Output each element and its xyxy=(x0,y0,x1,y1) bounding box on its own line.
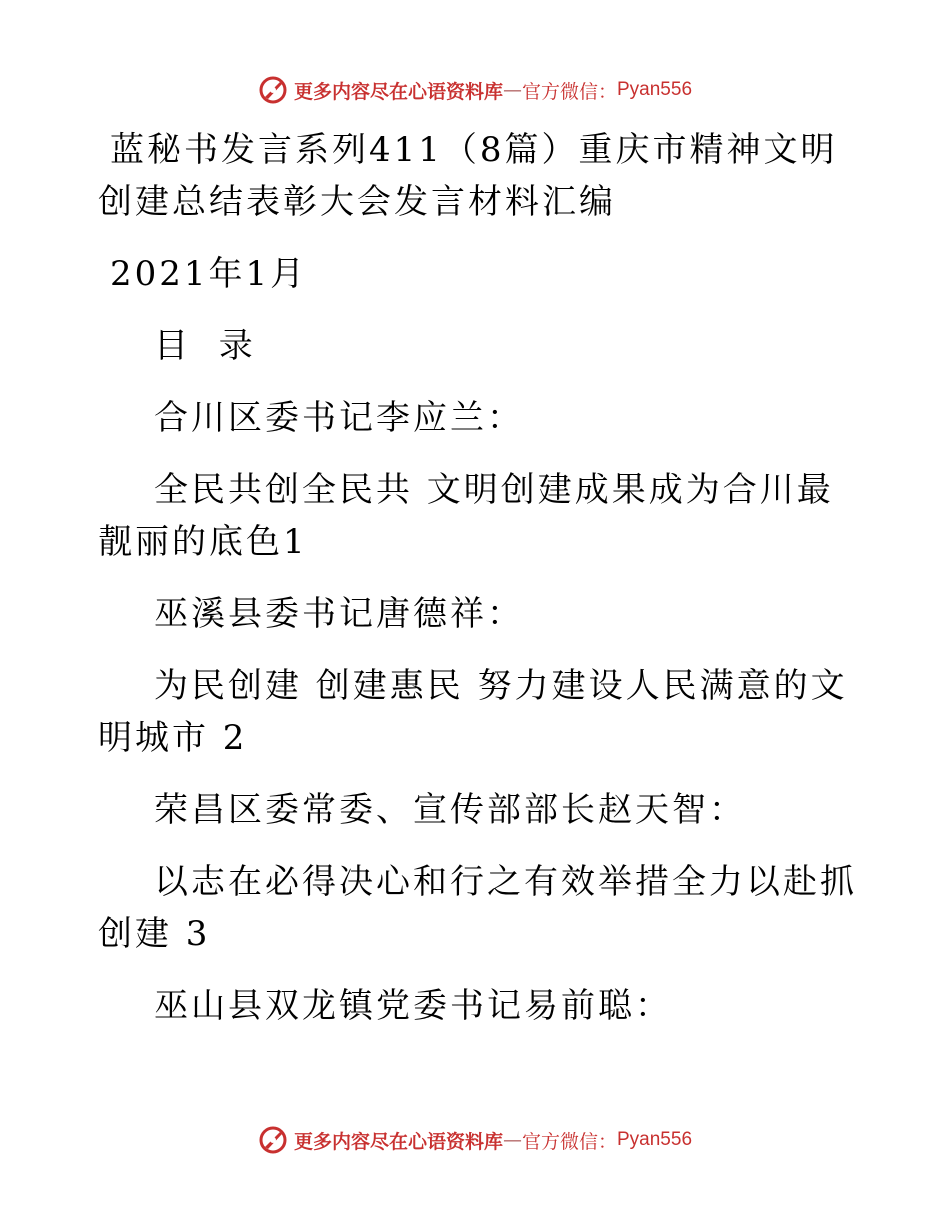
document-body xyxy=(98,124,858,1052)
toc-topic: 为民创建 创建惠民 努力建设人民满意的文明城市 2 xyxy=(98,666,848,758)
document-date: 2021年1月 xyxy=(110,254,308,294)
banner-wechat-id: Pyan556 xyxy=(617,79,693,100)
quill-logo-icon xyxy=(258,75,288,105)
toc-speaker: 荣昌区委常委、宣传部部长赵天智： xyxy=(154,790,746,830)
toc-speaker: 巫山县双龙镇党委书记易前聪： xyxy=(154,986,672,1026)
toc-topic: 以志在必得决心和行之有效举措全力以赴抓创建 3 xyxy=(98,862,857,954)
banner-main-text: 更多内容尽在心语资料库 xyxy=(293,1130,503,1153)
banner-dash: — xyxy=(502,79,522,101)
banner-wechat-id: Pyan556 xyxy=(617,1129,693,1150)
watermark-banner-top xyxy=(0,70,950,110)
document-title: 蓝秘书发言系列411（8篇）重庆市精神文明创建总结表彰大会发言材料汇编 xyxy=(98,130,838,222)
toc-heading: 目 录 xyxy=(154,326,256,366)
banner-dash: — xyxy=(502,1129,522,1151)
banner-wechat-label: 官方微信： xyxy=(521,1130,617,1153)
banner-main-text: 更多内容尽在心语资料库 xyxy=(293,80,503,103)
toc-topic: 全民共创全民共 文明创建成果成为合川最靓丽的底色1 xyxy=(98,470,834,562)
watermark-banner-bottom xyxy=(0,1120,950,1160)
banner-wechat-label: 官方微信： xyxy=(521,80,617,103)
toc-speaker: 合川区委书记李应兰： xyxy=(154,398,524,438)
quill-logo-icon xyxy=(258,1125,288,1155)
toc-speaker: 巫溪县委书记唐德祥： xyxy=(154,594,524,634)
